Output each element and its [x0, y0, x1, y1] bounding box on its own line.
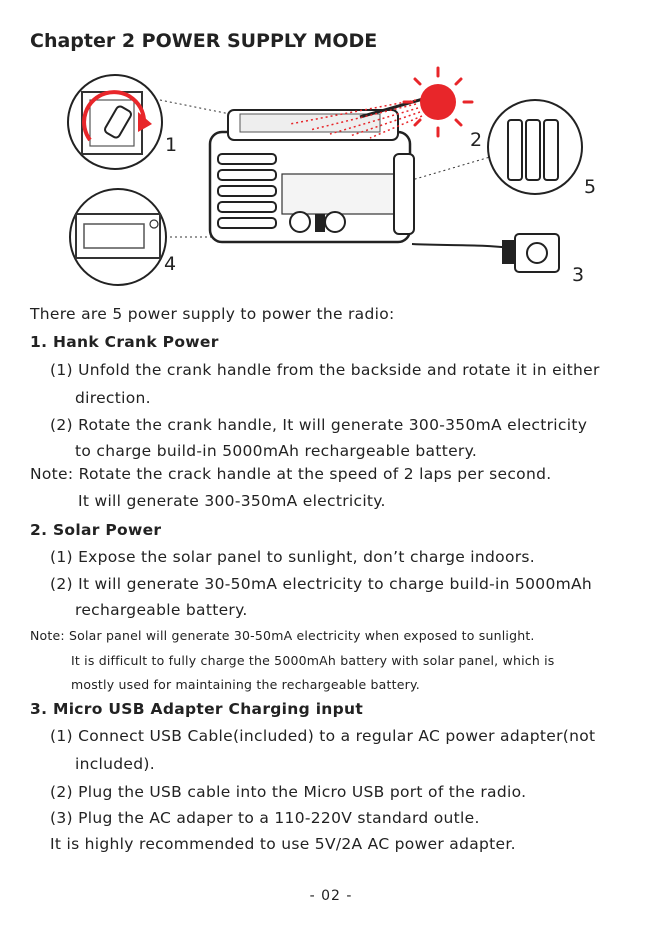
- radio-body: [210, 93, 435, 242]
- callout-4: 4: [164, 253, 177, 275]
- aa-batteries-detail: [488, 100, 582, 194]
- list-item: It is highly recommended to use 5V/2A AC power adapter.: [50, 835, 516, 853]
- list-item: (2) Plug the USB cable into the Micro USB port of the radio.: [50, 783, 527, 801]
- note-text: It is difficult to fully charge the 5000mAh battery with solar panel, which is: [71, 653, 555, 668]
- intro-text: There are 5 power supply to power the radio:: [30, 305, 395, 323]
- callout-1: 1: [165, 134, 178, 156]
- callout-3: 3: [572, 264, 585, 286]
- note-text: Note: Solar panel will generate 30-50mA electricity when exposed to sunlight.: [30, 628, 535, 643]
- list-item: included).: [75, 755, 155, 773]
- radio-illustration: [60, 62, 600, 292]
- callout-2: 2: [470, 129, 483, 151]
- ac-adapter: [412, 234, 559, 272]
- note-text: Note: Rotate the crack handle at the speed of 2 laps per second.: [30, 465, 552, 483]
- section-heading: 3. Micro USB Adapter Charging input: [30, 700, 364, 718]
- list-item: (1) Unfold the crank handle from the backside and rotate it in either: [50, 361, 600, 379]
- list-item: rechargeable battery.: [75, 601, 248, 619]
- section-heading: 1. Hank Crank Power: [30, 333, 219, 351]
- callout-5: 5: [584, 176, 597, 198]
- list-item: (1) Connect USB Cable(included) to a regular AC power adapter(not: [50, 727, 596, 745]
- list-item: (2) Rotate the crank handle, It will generate 300-350mA electricity: [50, 416, 588, 434]
- battery-compartment-detail: [70, 189, 166, 285]
- note-text: mostly used for maintaining the rechargeable battery.: [71, 677, 420, 692]
- crank-handle-detail: [68, 75, 162, 169]
- list-item: (1) Expose the solar panel to sunlight, don’t charge indoors.: [50, 548, 536, 566]
- list-item: to charge build-in 5000mAh rechargeable battery.: [75, 442, 478, 460]
- list-item: (3) Plug the AC adaper to a 110-220V standard outle.: [50, 809, 480, 827]
- list-item: direction.: [75, 389, 151, 407]
- section-heading: 2. Solar Power: [30, 521, 162, 539]
- note-text: It will generate 300-350mA electricity.: [78, 492, 386, 510]
- list-item: (2) It will generate 30-50mA electricity to charge build-in 5000mAh: [50, 575, 593, 593]
- page-title: Chapter 2 POWER SUPPLY MODE: [30, 30, 378, 52]
- page-number: - 02 -: [309, 888, 353, 904]
